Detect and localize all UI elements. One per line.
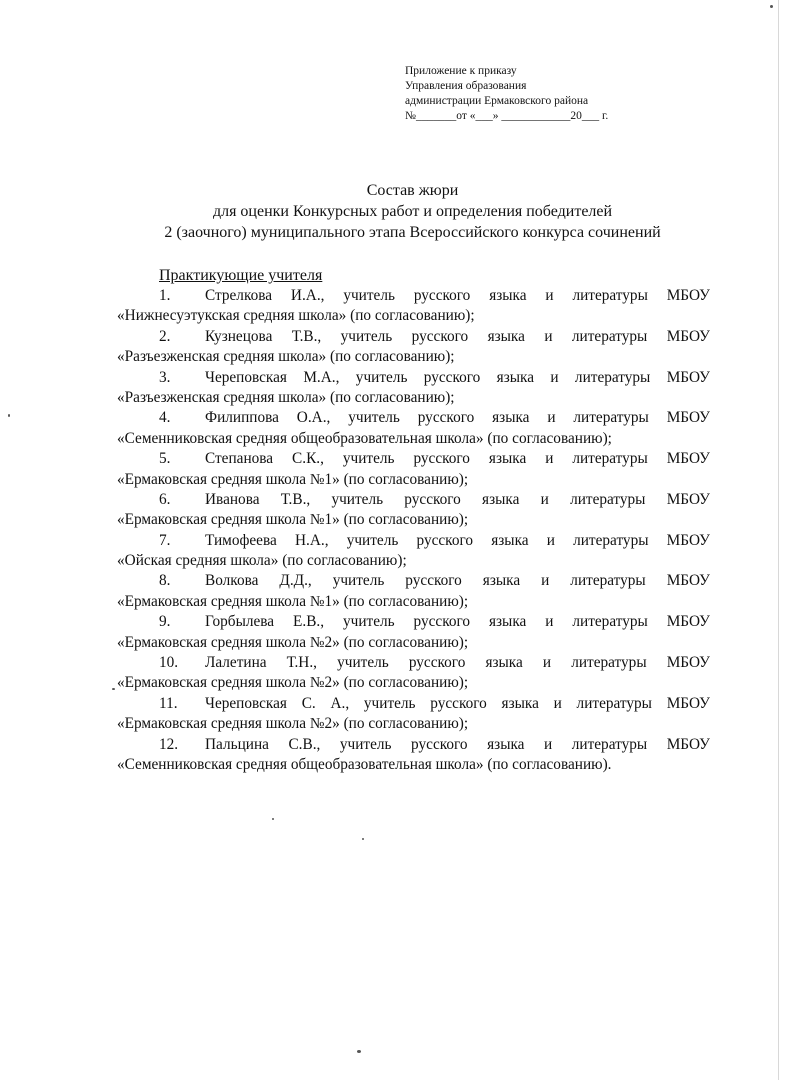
scan-edge-line [778,0,779,1080]
title-line: для оценки Конкурсных работ и определения победителей [212,203,613,220]
item-text: Череповская С. А., учитель русского языка и литературы МБОУ [205,694,710,712]
header-line: администрации Ермаковского района [405,95,589,107]
item-number: 12. [159,735,179,753]
item-number: 2. [159,327,171,345]
item-text-continued: «Разъезженская средняя школа» (по согласованию); [117,348,455,366]
list-item [117,531,710,572]
item-text-continued: «Ермаковская средняя школа №2» (по согласованию); [117,633,469,651]
item-number: 11. [159,694,178,712]
item-number: 8. [159,572,171,590]
jury-member-list [117,286,710,775]
list-item [117,694,710,735]
item-number: 4. [159,409,171,427]
list-item [117,490,710,531]
list-item [117,449,710,490]
item-text-continued: «Семенниковская средняя общеобразовательная школа» (по согласованию); [117,429,612,447]
scan-speck [272,818,274,820]
item-text: Степанова С.К., учитель русского языка и литературы МБОУ [205,450,710,468]
list-item [117,735,710,776]
item-text: Волкова Д.Д., учитель русского языка и литературы МБОУ [205,572,710,590]
list-item [117,327,710,368]
item-text-continued: «Ермаковская средняя школа №1» (по согласованию); [117,470,469,488]
item-number: 10. [159,654,179,672]
list-item [117,408,710,449]
scan-speck [112,688,115,690]
list-item [117,612,710,653]
header-line: Управления образования [405,80,527,92]
header-line: №_______от «___» ____________20___ г. [405,110,609,122]
document-title [40,180,785,243]
item-text-continued: «Семенниковская средняя общеобразовательная школа» (по согласованию). [117,755,612,773]
list-item [117,653,710,694]
item-number: 7. [159,531,171,549]
item-text-continued: «Ермаковская средняя школа №2» (по согласованию); [117,715,469,733]
item-text-continued: «Ойская средняя школа» (по согласованию); [117,552,407,570]
item-text: Тимофеева Н.А., учитель русского языка и литературы МБОУ [205,531,710,549]
list-item [117,368,710,409]
item-text-continued: «Ермаковская средняя школа №2» (по согласованию); [117,674,469,692]
item-text: Кузнецова Т.В., учитель русского языка и литературы МБОУ [205,327,710,345]
scan-speck [362,838,364,840]
item-number: 6. [159,490,171,508]
item-text: Филиппова О.А., учитель русского языка и литературы МБОУ [205,409,710,427]
scan-speck [8,414,10,417]
item-text: Пальцина С.В., учитель русского языка и литературы МБОУ [205,735,710,753]
order-attachment-header [405,64,725,124]
item-number: 9. [159,613,171,631]
item-text-continued: «Нижнесуэтукская средняя школа» (по согласованию); [117,307,475,325]
header-line: Приложение к приказу [405,65,517,77]
scan-speck [770,5,773,8]
section-heading: Практикующие учителя [159,267,323,284]
scan-speck [357,1050,361,1053]
item-text: Иванова Т.В., учитель русского языка и литературы МБОУ [205,490,710,508]
item-number: 1. [159,287,171,304]
item-text-continued: «Ермаковская средняя школа №1» (по согласованию); [117,511,469,529]
item-text: Череповская М.А., учитель русского языка и литературы МБОУ [205,368,710,386]
item-text: Стрелкова И.А., учитель русского языка и литературы МБОУ [205,287,710,304]
list-item [117,571,710,612]
list-item [117,286,710,327]
item-text-continued: «Ермаковская средняя школа №1» (по согласованию); [117,592,469,610]
item-number: 3. [159,368,171,386]
item-text: Горбылева Е.В., учитель русского языка и литературы МБОУ [205,613,710,631]
item-number: 5. [159,450,171,468]
item-text-continued: «Разъезженская средняя школа» (по согласованию); [117,388,455,406]
title-line: Состав жюри [366,182,459,199]
item-text: Лалетина Т.Н., учитель русского языка и литературы МБОУ [205,654,710,672]
title-line: 2 (заочного) муниципального этапа Всероссийского конкурса сочинений [164,224,661,241]
